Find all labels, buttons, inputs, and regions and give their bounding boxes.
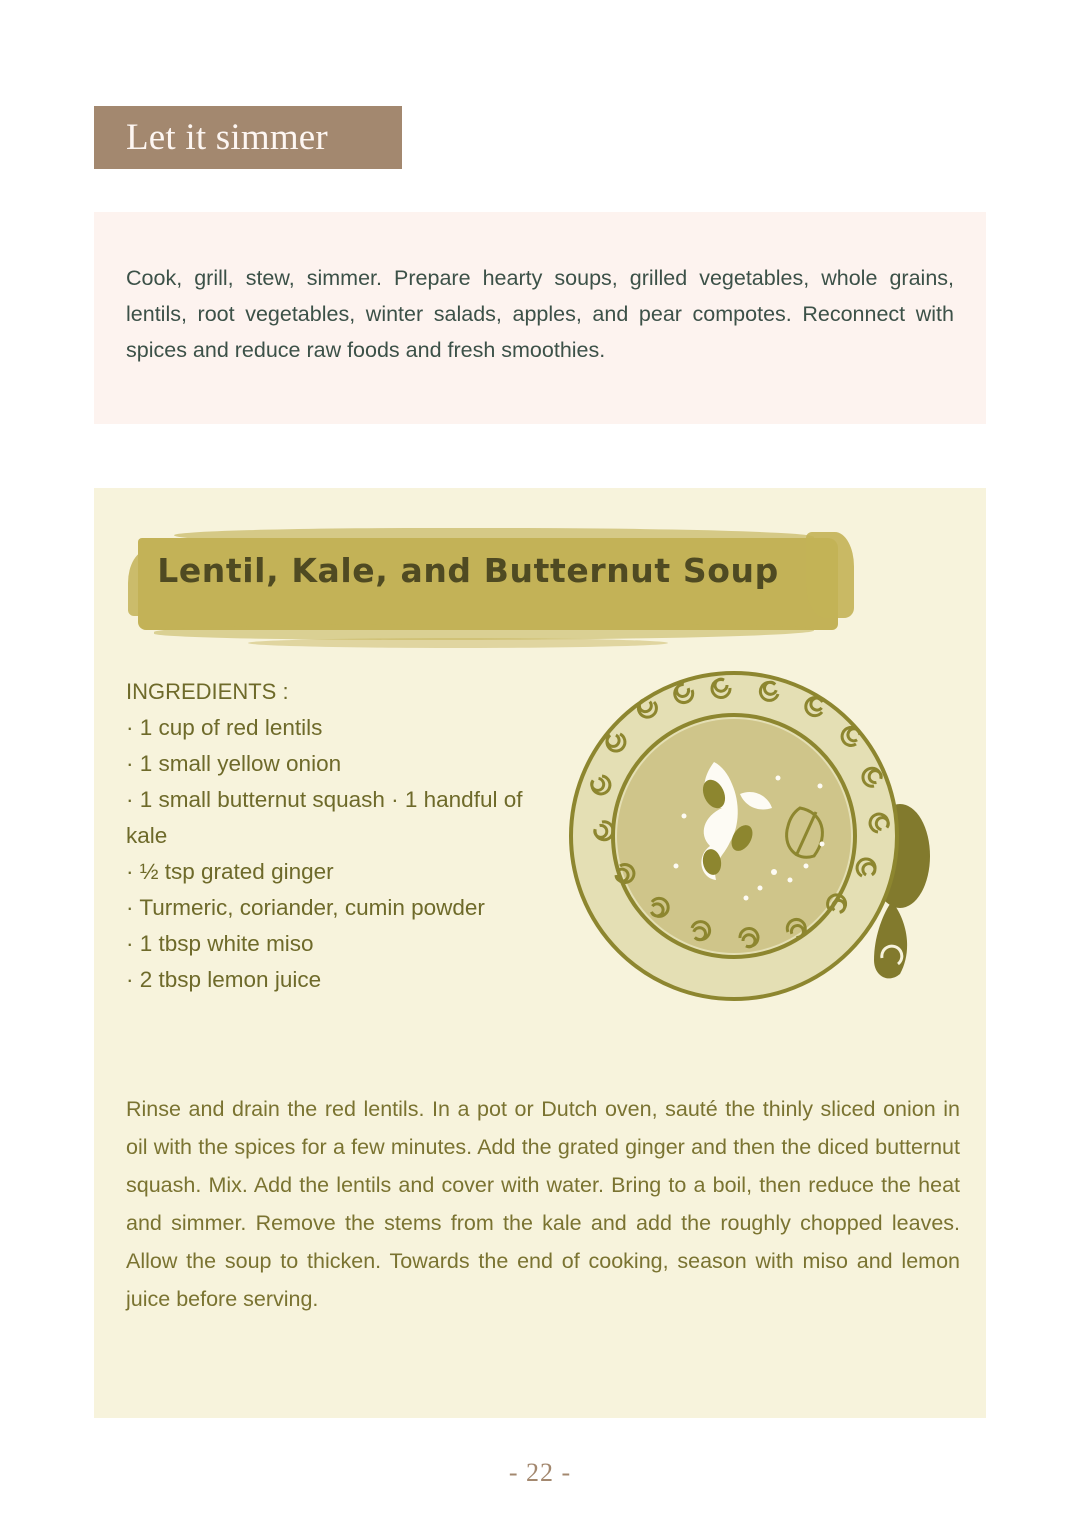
ingredients-heading: INGREDIENTS : (126, 679, 289, 704)
ingredient-item: · Turmeric, coriander, cumin powder (126, 895, 485, 920)
recipe-title: Lentil, Kale, and Butternut Soup (157, 550, 779, 590)
intro-paragraph: Cook, grill, stew, simmer. Prepare hearty soups, grilled vegetables, whole grains, lentils, root vegetables, winter salads, apples, and pear compotes. Reconnect with spices and reduce raw foods and fresh smoothies. (126, 265, 954, 362)
ingredient-item: · 1 tbsp white miso (126, 931, 314, 956)
ingredients-list (126, 674, 546, 998)
method-paragraph: Rinse and drain the red lentils. In a pot or Dutch oven, sauté the thinly sliced onion in oil with the spices for a few minutes. Add the grated ginger and then the diced butternut squash. Mix. Add the lentils and cover with water. Bring to a boil, then reduce the heat and simmer. Remove the stems from the kale and add the roughly chopped leaves. Allow the soup to thicken. Towards the end of cooking, season with miso and lemon juice before serving. (126, 1096, 960, 1311)
section-heading-text: Let it simmer (126, 117, 328, 158)
section-heading-banner (94, 106, 402, 169)
page-number: - 22 - (508, 1458, 572, 1487)
ingredient-item: · ½ tsp grated ginger (126, 859, 334, 884)
ingredient-item: · 1 small yellow onion (126, 751, 342, 776)
ingredient-item: · 1 cup of red lentils (126, 715, 323, 740)
ingredient-item: · 1 small butternut squash · 1 handful of kale (126, 787, 523, 848)
soup-bowl-with-spoon-illustration (564, 666, 964, 1006)
recipe-card (94, 488, 986, 1418)
ingredient-item: · 2 tbsp lemon juice (126, 967, 322, 992)
intro-block (94, 212, 986, 424)
